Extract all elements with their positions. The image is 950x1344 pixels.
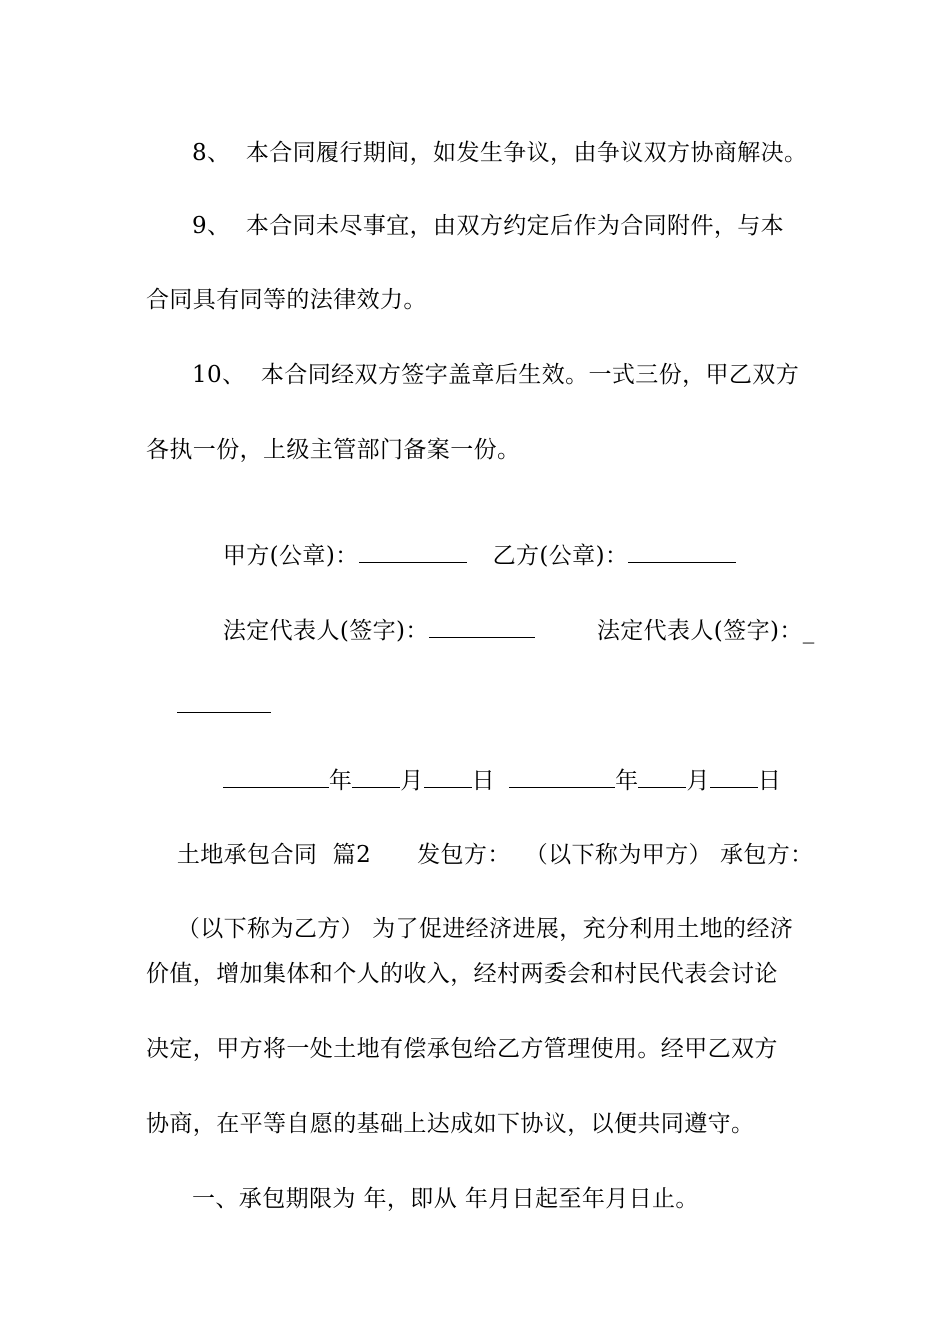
contract2-heading: 土地承包合同 篇2	[176, 842, 372, 868]
contract2-p2: 价值，增加集体和个人的收入，经村两委会和村民代表会讨论	[146, 961, 778, 987]
date-a-day-blank	[424, 765, 472, 788]
party-a-seal-label: 甲方(公章)：	[222, 543, 359, 569]
contract2-p1-tail: 为了促进经济进展，充分利用土地的经济	[372, 916, 794, 942]
party-a-seal-blank	[359, 540, 467, 563]
rep-a-blank	[429, 615, 535, 638]
rep-line	[192, 585, 815, 676]
party-a-note: （以下称为甲方）	[524, 842, 712, 868]
clause-8: 8、 本合同履行期间，如发生争议，由争议双方协商解决。	[192, 140, 808, 166]
date-b-year: 年	[615, 768, 639, 794]
contractor-label: 承包方：	[719, 842, 814, 868]
date-b-month-blank	[638, 765, 686, 788]
date-b-year-blank	[509, 765, 615, 788]
contract2-term: 一、承包期限为 年，即从 年月日起至年月日止。	[192, 1186, 699, 1212]
date-b-day-blank	[710, 765, 758, 788]
issuer-label: 发包方：	[417, 842, 511, 868]
clause-10-cont: 各执一份，上级主管部门备案一份。	[146, 437, 521, 463]
clause-10: 10、 本合同经双方签字盖章后生效。一式三份，甲乙双方	[192, 362, 800, 388]
date-a-day: 日	[471, 768, 496, 794]
party-b-seal-blank	[628, 540, 736, 563]
date-a-month-blank	[352, 765, 400, 788]
rep-a-label: 法定代表人(签字)：	[222, 618, 429, 644]
date-b-day: 日	[757, 768, 782, 794]
party-b-seal-label: 乙方(公章)：	[492, 543, 629, 569]
party-b-note: （以下称为乙方）	[176, 916, 365, 942]
rep-b-blank	[177, 690, 271, 713]
contract2-p3: 决定，甲方将一处土地有偿承包给乙方管理使用。经甲乙双方	[146, 1036, 778, 1062]
date-a-year-blank	[223, 765, 329, 788]
date-b-month: 月	[686, 768, 710, 794]
date-a-year: 年	[328, 768, 353, 794]
clause-9: 9、 本合同未尽事宜，由双方约定后作为合同附件，与本	[192, 213, 785, 239]
contract2-p4: 协商，在平等自愿的基础上达成如下协议，以便共同遵守。	[146, 1111, 755, 1137]
date-a-month: 月	[400, 768, 424, 794]
clause-9-cont: 合同具有同等的法律效力。	[146, 287, 427, 313]
rep-b-label: 法定代表人(签字)：_	[596, 618, 815, 644]
